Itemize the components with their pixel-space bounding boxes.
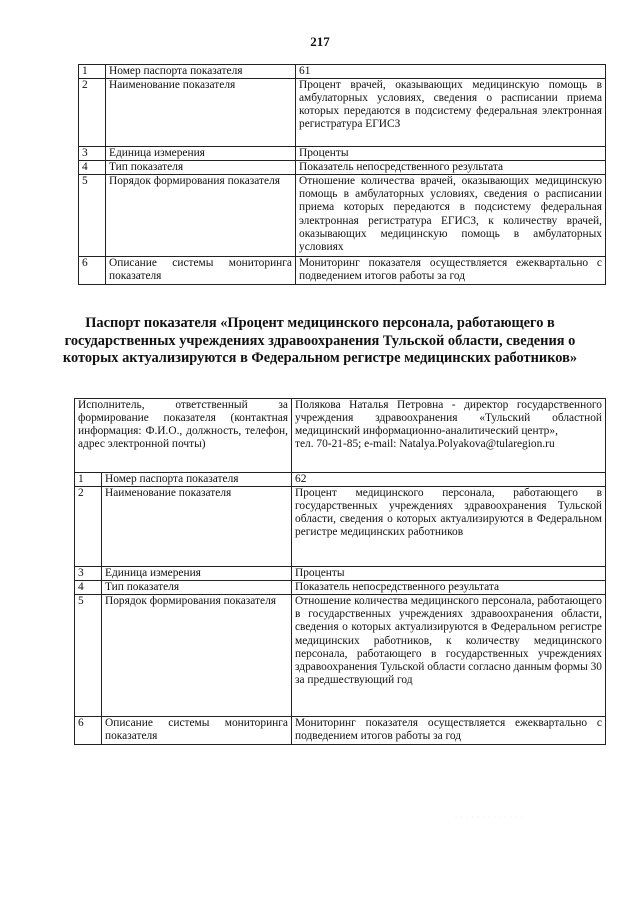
table-row [75, 567, 606, 581]
row-number: 4 [75, 581, 102, 595]
row-label: Номер паспорта показателя [102, 473, 292, 487]
row-number: 2 [79, 79, 106, 147]
row-value: Проценты [296, 147, 606, 161]
row-number: 6 [75, 717, 102, 745]
table-row [75, 487, 606, 567]
row-label: Описание системы мониторинга показателя [102, 717, 292, 745]
row-label: Единица измерения [106, 147, 296, 161]
row-label: Порядок формирования показателя [102, 595, 292, 717]
row-value: Мониторинг показателя осуществляется ежеквартально с подведением итогов работы за год [296, 257, 606, 285]
page-number: 217 [310, 34, 330, 49]
row-value: Процент врачей, оказывающих медицинскую помощь в амбулаторных условиях, сведения о расписании приема которых передаются в подсистему федеральная электронная регистратура ЕГИСЗ [296, 79, 606, 147]
row-number: 1 [75, 473, 102, 487]
passport-heading: Паспорт показателя «Процент медицинского персонала, работающего в государственных учреждениях здравоохранения Тульской области, сведения о которых актуализируются в Федеральном регистре медицинских работников» [62, 315, 578, 366]
row-value: Мониторинг показателя осуществляется ежеквартально с подведением итогов работы за год [292, 717, 606, 745]
row-value: Процент медицинского персонала, работающего в государственных учреждениях здравоохранения Тульской области, сведения о которых актуализируются в Федеральном регистре медицинских работников [292, 487, 606, 567]
table-row [79, 257, 606, 285]
row-value: Показатель непосредственного результата [296, 161, 606, 175]
row-value: Показатель непосредственного результата [292, 581, 606, 595]
row-label: Наименование показателя [106, 79, 296, 147]
row-value: Проценты [292, 567, 606, 581]
row-number: 4 [79, 161, 106, 175]
table-row [79, 161, 606, 175]
table-row [75, 581, 606, 595]
table-row [79, 175, 606, 257]
row-number: 5 [79, 175, 106, 257]
row-value: 61 [296, 65, 606, 79]
row-number: 2 [75, 487, 102, 567]
row-value: Отношение количества врачей, оказывающих медицинскую помощь в амбулаторных условиях, сведения о расписании приема которых передаются в подсистему федеральная электронная регистратура ЕГИСЗ, к количеству врачей, оказывающих медицинскую помощь в амбулаторных условиях [296, 175, 606, 257]
table-row [79, 147, 606, 161]
row-label: Описание системы мониторинга показателя [106, 257, 296, 285]
executor-contact: тел. 70-21-85; e-mail: Natalya.Polyakova@tularegion.ru [295, 438, 555, 451]
table-row [75, 473, 606, 487]
table-row [79, 79, 606, 147]
executor-value: Полякова Наталья Петровна - директор государственного учреждения здравоохранения «Тульский областной медицинский информационно-аналитический центр», [295, 399, 602, 438]
passport-table-61 [78, 64, 606, 285]
row-value: Отношение количества медицинского персонала, работающего в государственных учреждениях здравоохранения области, сведения о которых актуализируются в Федеральном регистре медицинских работников, к количеству медицинского персонала, работающего в государственных учреждениях здравоохранения Тульской области согласно данным формы 30 за предшествующий год [292, 595, 606, 717]
table-row [75, 595, 606, 717]
faint-scan-mark: · · · · · · · · · · · · · [455, 815, 524, 821]
table-row [79, 65, 606, 79]
row-number: 3 [79, 147, 106, 161]
executor-label: Исполнитель, ответственный за формирование показателя (контактная информация: Ф.И.О., должность, телефон, адрес электронной почты) [75, 399, 292, 473]
executor-cell [292, 399, 606, 473]
row-label: Тип показателя [106, 161, 296, 175]
passport-table-62 [74, 398, 606, 745]
row-number: 6 [79, 257, 106, 285]
executor-row [75, 399, 606, 473]
table-row [75, 717, 606, 745]
row-label: Единица измерения [102, 567, 292, 581]
row-value: 62 [292, 473, 606, 487]
row-label: Наименование показателя [102, 487, 292, 567]
row-label: Порядок формирования показателя [106, 175, 296, 257]
row-number: 5 [75, 595, 102, 717]
row-number: 1 [79, 65, 106, 79]
row-label: Номер паспорта показателя [106, 65, 296, 79]
row-label: Тип показателя [102, 581, 292, 595]
row-number: 3 [75, 567, 102, 581]
